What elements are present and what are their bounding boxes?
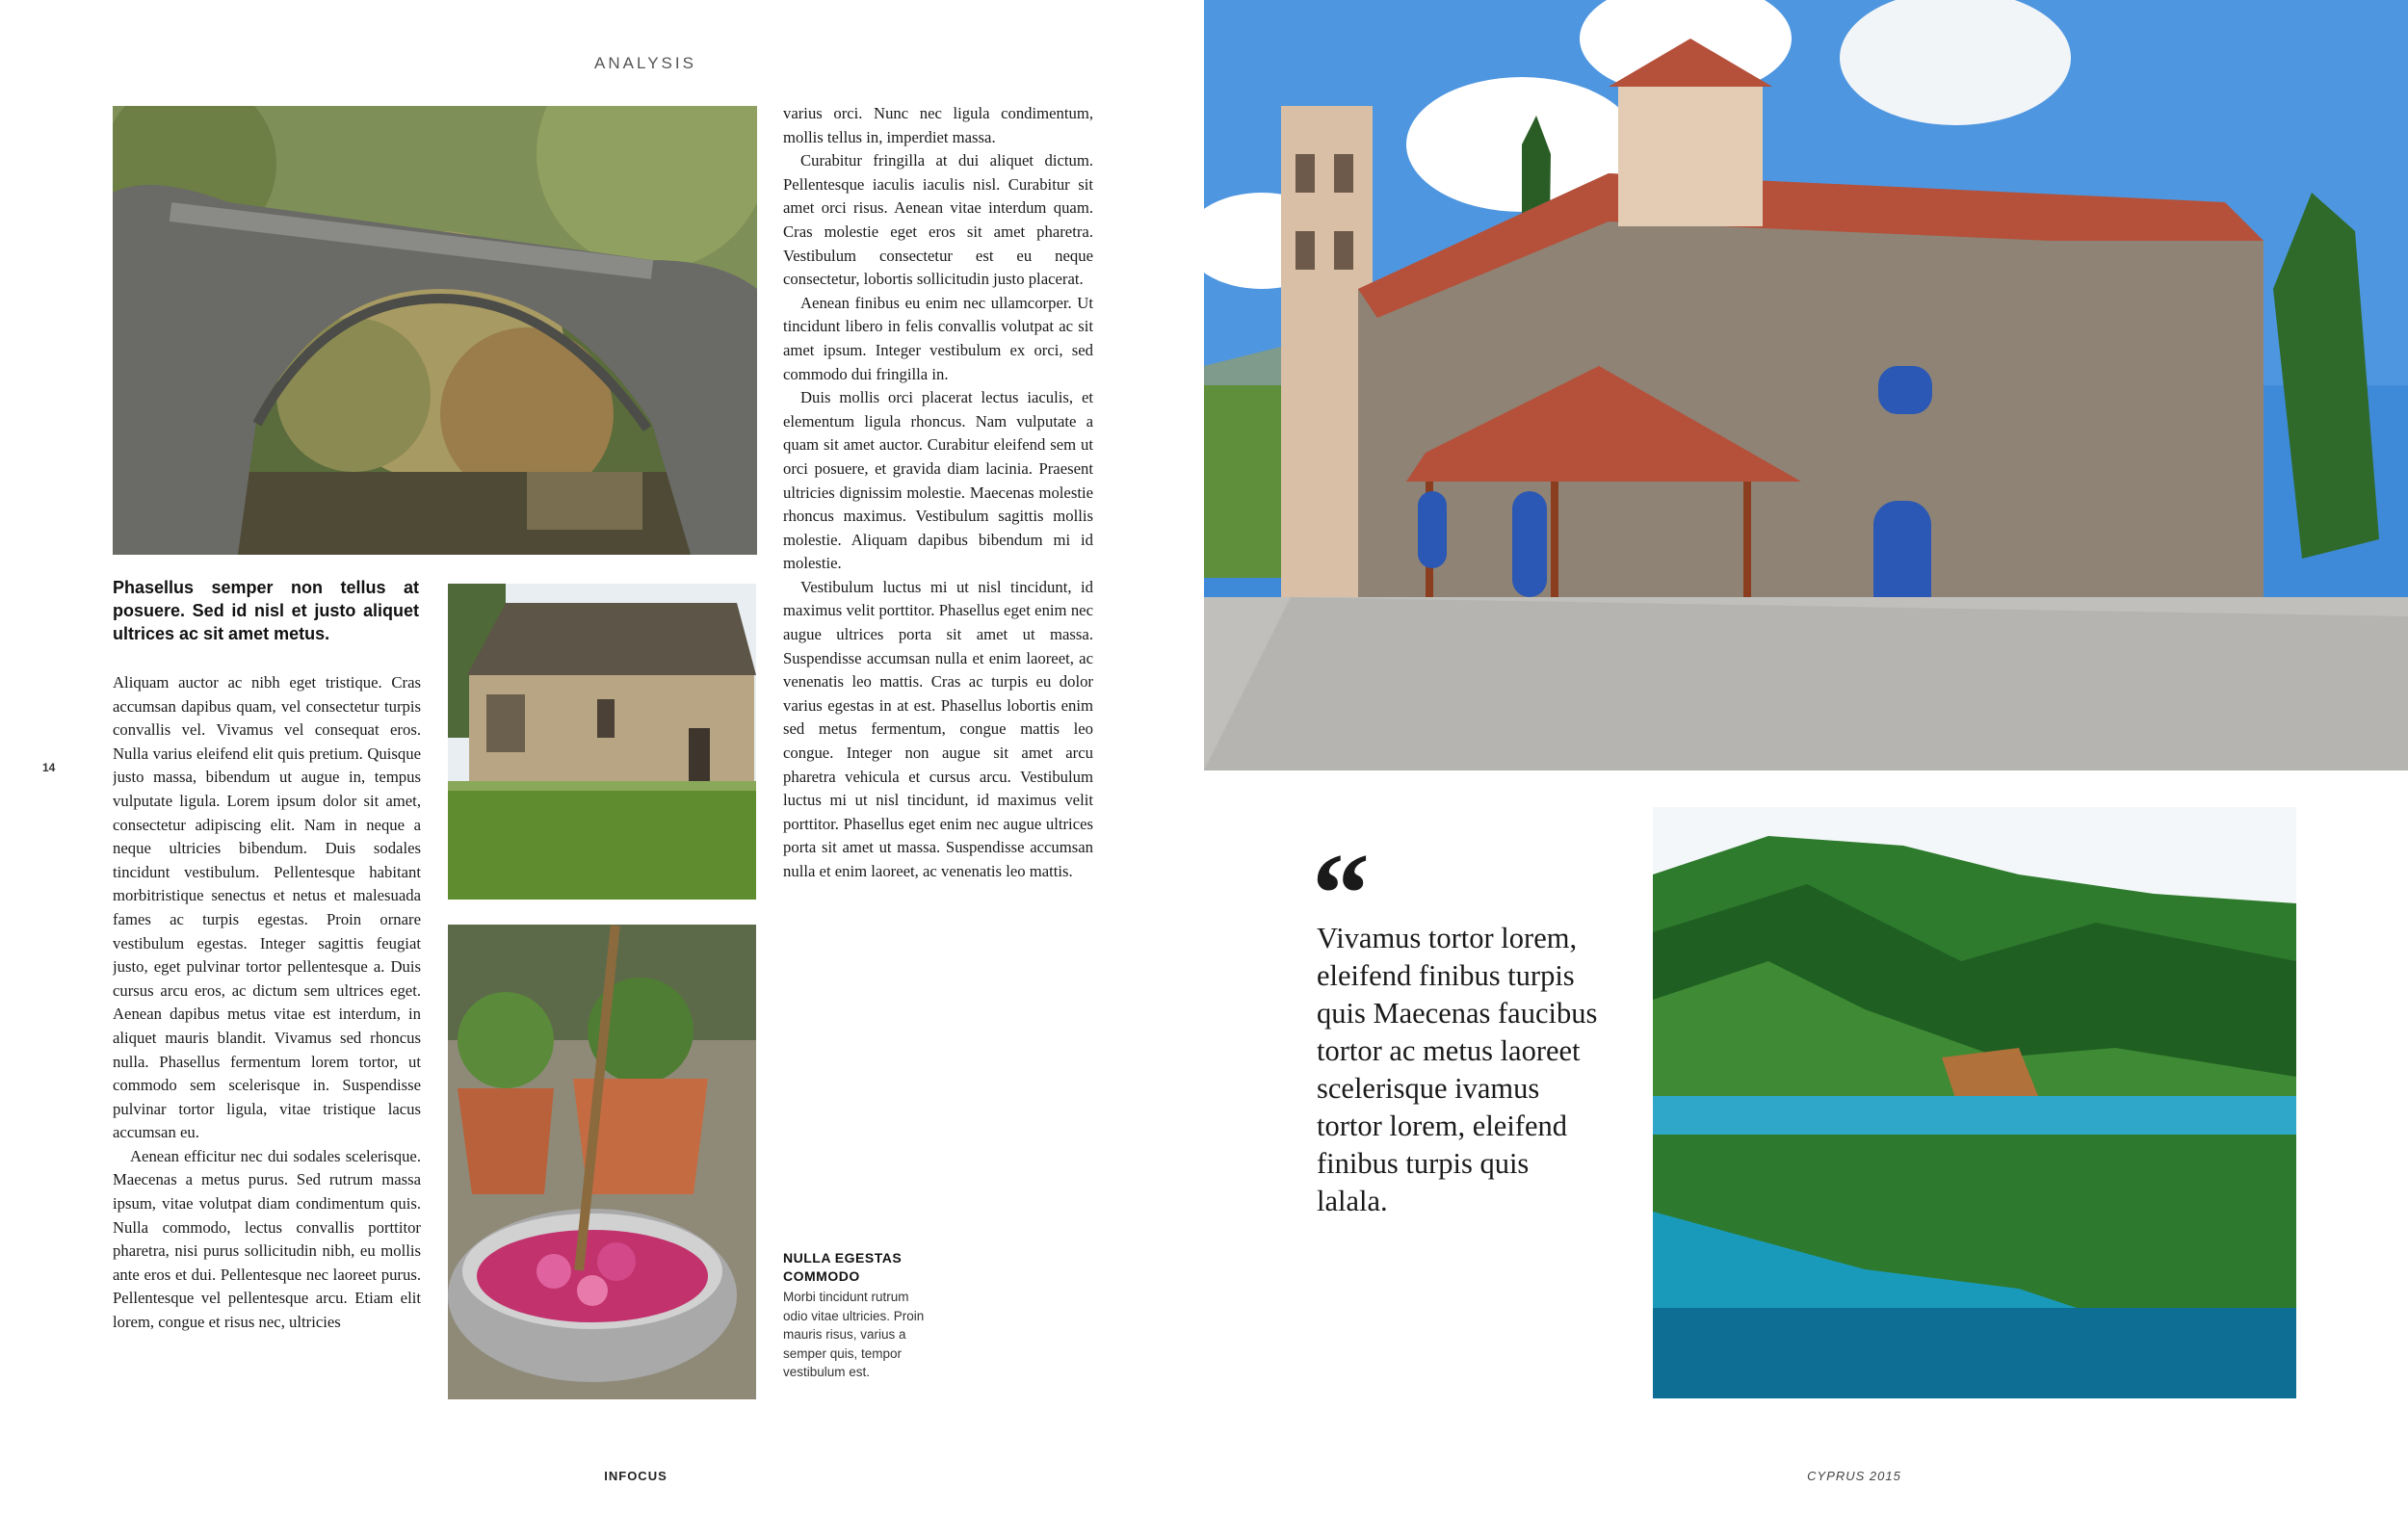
- church-photo: [1204, 0, 2408, 770]
- section-label: ANALYSIS: [594, 54, 696, 72]
- pullquote-text: Vivamus tortor lorem, eleifend finibus turpis quis Maecenas faucibus tortor ac metus laoreet scelerisque ivamus tortor lorem, eleifend finibus turpis quis lalala.: [1317, 922, 1598, 1217]
- footer-issue: CYPRUS 2015: [1807, 1469, 1901, 1483]
- pullquote-mark: “: [1312, 829, 1370, 957]
- body-paragraph: Curabitur fringilla at dui aliquet dictum. Pellentesque iaculis iaculis nisl. Curabitur sit amet orci risus. Aenean vitae interdum quam. Cras molestie eget eros sit amet pharetra. Vestibulum consectetur est eu neque consectetur, lobortis sollicitudin justo placerat.: [783, 151, 1093, 289]
- body-column-1: [113, 671, 421, 1403]
- body-paragraph: Aliquam auctor ac nibh eget tristique. Cras accumsan dapibus quam, vel consectetur turpis convallis vel. Vivamus vel consequat eros. Nulla varius eleifend elit quis pretium. Quisque justo massa, bibendum ut augue in, tempus vulputate ligula. Lorem ipsum dolor sit amet, consectetur adipiscing elit. Nam in neque a neque ultricies bibendum. Duis sodales tincidunt vestibulum. Pellentesque habitant morbitristique senectus et netus et malesuada fames ac turpis egestas. Proin ornare vestibulum egestas. Integer sagittis feugiat justo, eget pulvinar tortor pellentesque a. Duis cursus arcu eros, ac dictum sem ultrices eget. Aenean dapibus metus vitae est interdum, in aliquet mauris blandit. Vivamus sed rhoncus nulla. Phasellus fermentum lorem tortor, ut commodo sem scelerisque in. Suspendisse pulvinar tortor ligula, vitae tristique lacus accumsan eu.: [113, 673, 421, 1142]
- lead-paragraph: Phasellus semper non tellus at posuere. Sed id nisl et justo aliquet ultrices ac sit amet metus.: [113, 578, 419, 643]
- mountain-lake-photo: [1653, 807, 2296, 1398]
- body-column-2: [783, 102, 1093, 1007]
- body-paragraph: Vestibulum luctus mi ut nisl tincidunt, id maximus velit porttitor. Phasellus eget enim nec augue ultrices porta sit amet ut massa. Suspendisse accumsan nulla et enim laoreet, ac venenatis leo mattis. Cras ac turpis eu dolor varius egestas in at est. Phasellus lobortis enim sed metus fermentum, congue mattis leo congue. Integer non augue sit amet arcu pharetra vehicula et cursus arcu. Vestibulum luctus mi ut nisl tincidunt, id maximus velit porttitor. Phasellus eget enim nec augue ultrices porta sit amet ut massa. Suspendisse accumsan nulla et enim laoreet, ac venenatis leo mattis.: [783, 577, 1093, 880]
- body-paragraph: Aenean efficitur nec dui sodales scelerisque. Maecenas a metus purus. Sed rutrum massa ipsum, vitae volutpat diam condimentum quis. Nulla commodo, lectus convallis porttitor pharetra, nisi purus sollicitudin nibh, eu mollis ante eros et dui. Pellentesque nec laoreet purus. Pellentesque vel pellentesque arcu. Etiam elit lorem, congue et risus nec, ultricies: [113, 1146, 421, 1332]
- footer-publication: INFOCUS: [604, 1469, 667, 1483]
- bridge-photo: [113, 106, 757, 555]
- body-paragraph: varius orci. Nunc nec ligula condimentum, mollis tellus in, imperdiet massa.: [783, 104, 1093, 146]
- page-number: 14: [42, 761, 56, 774]
- cottage-photo: [448, 584, 756, 900]
- body-paragraph: Duis mollis orci placerat lectus iaculis, et elementum ligula rhoncus. Nam vulputate a quam sit amet auctor. Curabitur eleifend sem ut orci posuere, et gravida diam lacinia. Praesent ultricies dignissim molestie. Maecenas molestie rhoncus maximus. Vestibulum sagittis mollis molestie. Aliquam dapibus bibendum mi id molestie.: [783, 388, 1093, 573]
- rose-petals-photo: [448, 925, 756, 1399]
- photo-caption-title: NULLA EGESTAS COMMODO: [783, 1250, 903, 1284]
- photo-caption-body: Morbi tincidunt rutrum odio vitae ultricies. Proin mauris risus, varius a semper quis, tempor vestibulum est.: [783, 1290, 925, 1379]
- body-paragraph: Aenean finibus eu enim nec ullamcorper. Ut tincidunt libero in felis convallis volutpat ac sit amet ipsum. Integer vestibulum ex orci, sed commodo dui fringilla in.: [783, 293, 1093, 383]
